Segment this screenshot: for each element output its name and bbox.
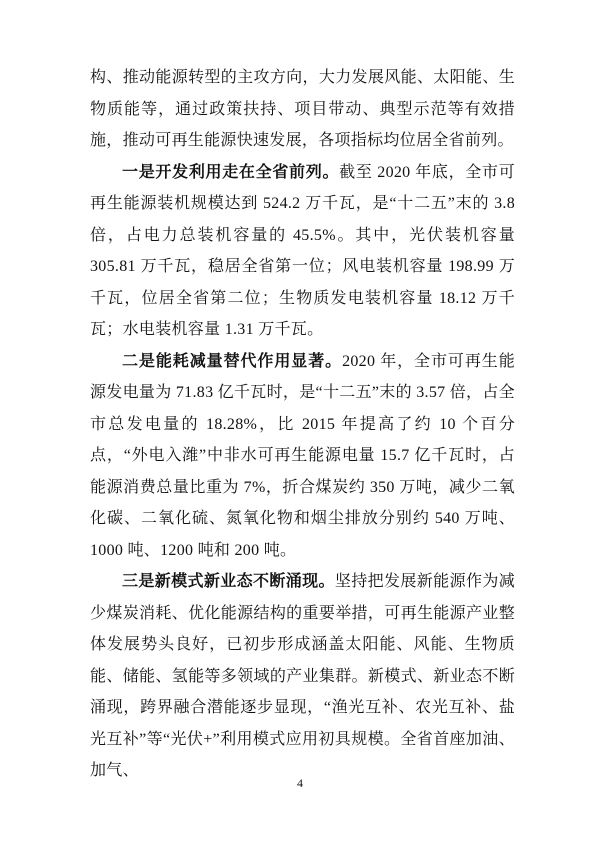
paragraph-lead: 三是新模式新业态不断涌现。 [122, 573, 335, 590]
paragraph-text: 2020 年，全市可再生能源发电量为 71.83 亿千瓦时，是“十二五”末的 3.57 倍，占全市总发电量的 18.28%，比 2015 年提高了约 10 个百分点，“外电入潍”中非水可再生能源电量 15.7 亿千瓦时，占能源消费总量比重为 7%，折合煤炭约 350 万吨，减少二氧化碳、二氧化硫、氮氧化物和烟尘排放分别约 540 万吨、1000 吨、1200 吨和 200 吨。 [90, 352, 516, 559]
paragraph-lead: 一是开发利用走在全省前列。 [122, 163, 340, 181]
paragraph [90, 346, 515, 567]
paragraph [90, 62, 515, 157]
paragraph-text: 构、推动能源转型的主攻方向，大力发展风能、太阳能、生物质能等，通过政策扶持、项目带动、典型示范等有效措施，推动可再生能源快速发展，各项指标均位居全省前列。 [90, 69, 515, 149]
paragraph [90, 157, 515, 346]
paragraph-text: 截至 2020 年底，全市可再生能源装机规模达到 524.2 万千瓦，是“十二五”末的 3.8 倍，占电力总装机容量的 45.5%。其中，光伏装机容量 305.81 万千瓦，稳居全省第一位；风电装机容量 198.99 万千瓦，位居全省第二位；生物质发电装机容量 18.12 万千瓦；水电装机容量 1.31 万千瓦。 [90, 163, 515, 338]
page-number: 4 [297, 776, 303, 790]
document-body [90, 62, 515, 787]
paragraph [90, 566, 515, 787]
paragraph-text: 坚持把发展新能源作为减少煤炭消耗、优化能源结构的重要举措，可再生能源产业整体发展势头良好，已初步形成涵盖太阳能、风能、生物质能、储能、氢能等多领域的产业集群。新模式、新业态不断涌现，跨界融合潜能逐步显现，“渔光互补、农光互补、盐光互补”等“光伏+”利用模式应用初具规模。全省首座加油、加气、 [90, 573, 515, 779]
paragraph-lead: 二是能耗减量替代作用显著。 [122, 352, 343, 370]
